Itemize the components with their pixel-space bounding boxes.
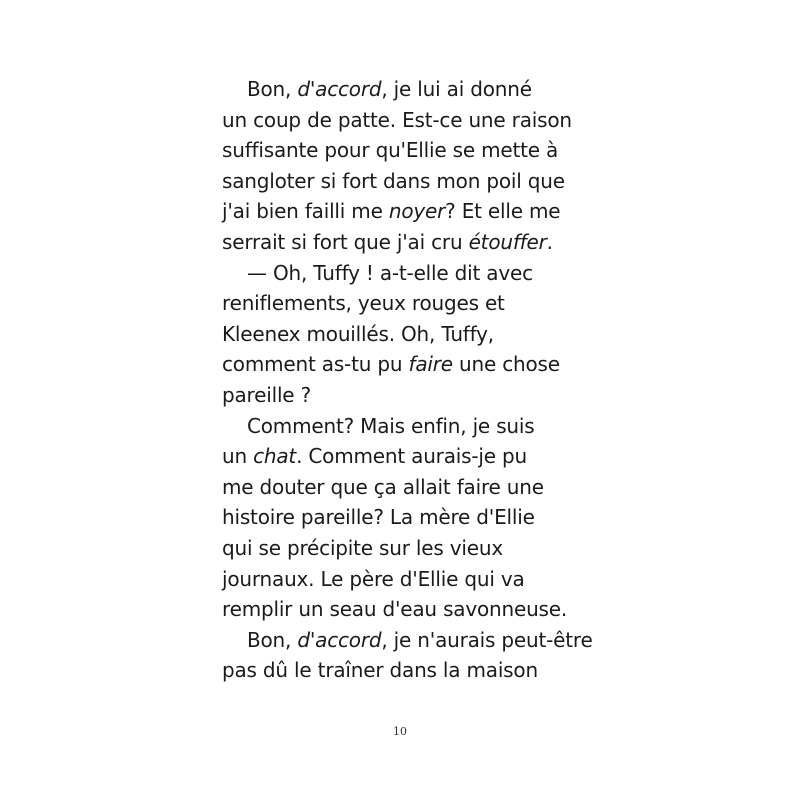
italic-text: d'accord	[297, 77, 382, 101]
italic-text: étouffer	[468, 229, 547, 254]
text-line: histoire pareille? La mère d'Ellie	[222, 505, 535, 530]
text-line: Bon, d'accord, je n'aurais peut-être	[247, 627, 593, 652]
paragraph	[222, 258, 602, 411]
body-text	[222, 74, 602, 686]
text-line: reniflements, yeux rouges et	[222, 291, 505, 316]
text-line: pas dû le traîner dans la maison	[222, 658, 538, 683]
text-line: journaux. Le père d'Ellie qui va	[222, 566, 525, 591]
italic-text: faire	[408, 352, 453, 377]
text-line: un chat. Comment aurais-je pu	[222, 444, 527, 469]
paragraph	[222, 625, 602, 686]
text-line: comment as-tu pu faire une chose	[222, 352, 560, 377]
italic-text: d'accord	[297, 627, 382, 652]
text-line: sangloter si fort dans mon poil que	[222, 168, 565, 193]
text-line: Bon, d'accord, je lui ai donné	[247, 77, 532, 101]
text-line: remplir un seau d'eau savonneuse.	[222, 597, 568, 622]
text-line: j'ai bien failli me noyer? Et elle me	[222, 199, 561, 224]
italic-text: noyer	[388, 199, 446, 224]
text-line: pareille ?	[222, 382, 311, 407]
paragraph	[222, 74, 602, 258]
page-number: 10	[393, 725, 407, 738]
text-line: — Oh, Tuffy ! a-t-elle dit avec	[247, 260, 533, 285]
text-line: Comment? Mais enfin, je suis	[247, 413, 535, 438]
text-line: suffisante pour qu'Ellie se mette à	[222, 138, 559, 163]
text-line: me douter que ça allait faire une	[222, 474, 544, 499]
text-line: serrait si fort que j'ai cru étouffer.	[222, 229, 553, 254]
paragraph	[222, 411, 602, 625]
italic-text: chat	[253, 444, 297, 469]
text-line: un coup de patte. Est-ce une raison	[222, 107, 572, 132]
text-line: Kleenex mouillés. Oh, Tuffy,	[222, 321, 494, 346]
text-line: qui se précipite sur les vieux	[222, 535, 503, 560]
